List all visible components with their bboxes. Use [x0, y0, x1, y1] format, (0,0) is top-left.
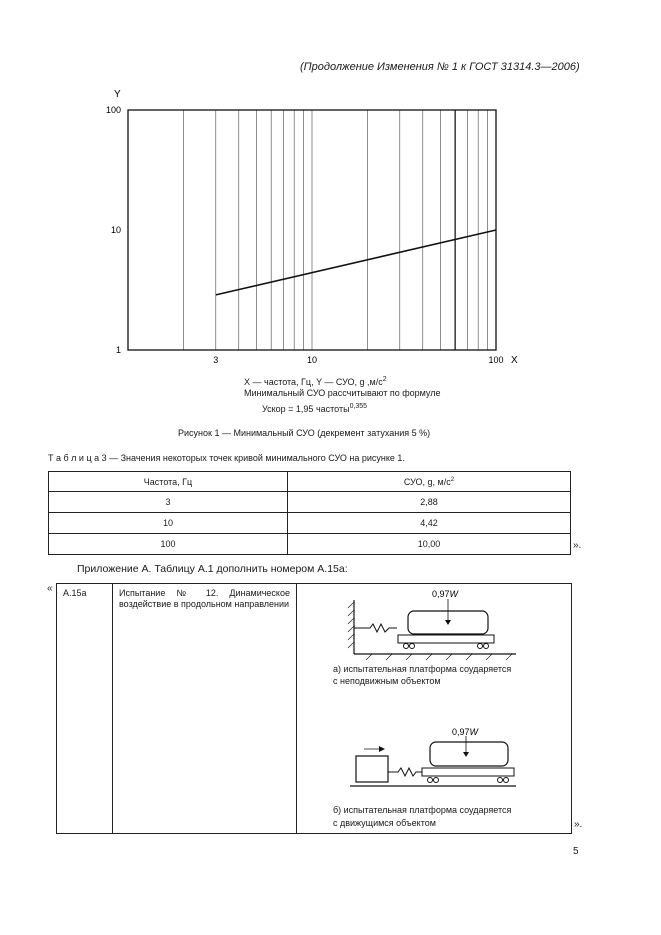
caption-stationary-2: с неподвижным объектом — [333, 676, 441, 686]
x-tick-label: 3 — [213, 355, 219, 365]
appendix-open-quote: « — [47, 583, 53, 594]
col-header-srs: СУО, g, $м/с^2$ — [288, 472, 571, 492]
appendix-close-quote: ». — [574, 819, 583, 830]
series-line-min-srs — [216, 230, 496, 295]
figure-title: Рисунок 1 — Минимальный СУО (декремент затухания 5 %) — [178, 428, 431, 438]
load-label-b: 0,97W — [452, 727, 479, 737]
axes-caption: X — частота, Гц, Y — СУО, g $,м/с^2$ — [244, 376, 387, 387]
table-row: 10 4,42 — [49, 513, 571, 534]
caption-stationary-1: а) испытательная платформа соударяется — [333, 664, 512, 674]
load-label-a: 0,97W — [432, 589, 459, 599]
y-tick-label: 10 — [110, 225, 121, 235]
table-row: 100 10,00 — [49, 534, 571, 555]
page-header: (Продолжение Изменения № 1 к ГОСТ 31314.3—2006) — [300, 61, 580, 73]
chart-grid — [183, 110, 487, 350]
x-axis-label: X — [511, 355, 518, 366]
frequency-chart — [80, 80, 540, 370]
table-3 — [48, 471, 571, 555]
page-number: 5 — [573, 846, 579, 857]
row-id: А.15а — [57, 584, 113, 834]
x-tick-label: 100 — [488, 355, 504, 365]
y-tick-label: 100 — [105, 105, 121, 115]
table3-closing-quote: ». — [573, 540, 582, 551]
table-row: 3 2,88 — [49, 492, 571, 513]
caption-moving-1: б) испытательная платформа соударяется — [333, 805, 512, 815]
formula: Ускор = 1,95 частоты$^{0,355}$ — [262, 403, 368, 414]
table3-caption: Т а б л и ц а 3 — Значения некоторых точек кривой минимального СУО на рисунке 1. — [48, 453, 405, 463]
caption-moving-2: с движущимся объектом — [333, 818, 436, 828]
x-tick-label: 10 — [306, 355, 318, 365]
diagram-stationary-impact — [346, 588, 526, 663]
row-description: Испытание № 12. Динамическое воздействие в продольном направлении — [113, 584, 297, 834]
col-header-frequency: Частота, Гц — [49, 472, 288, 492]
y-tick-label: 1 — [115, 345, 121, 355]
y-axis-label: Y — [114, 89, 121, 100]
appendix-intro: Приложение А. Таблицу А.1 дополнить номером А.15а: — [77, 563, 348, 575]
diagram-moving-impact — [346, 724, 526, 792]
formula-intro: Минимальный СУО рассчитывают по формуле — [244, 388, 441, 398]
